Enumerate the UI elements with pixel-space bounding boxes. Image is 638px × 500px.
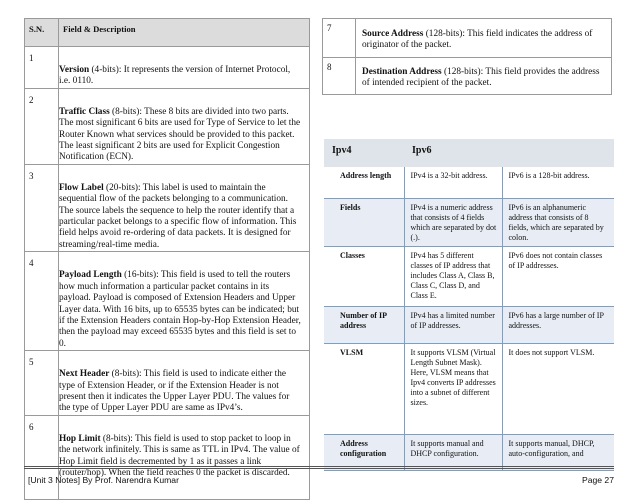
- ipv6-cell: It does not support VLSM.: [502, 343, 614, 434]
- ipv4-cell: IPv4 has 5 different classes of IP address that includes Class A, Class B, Class C, Class D, and Class E.: [404, 246, 502, 306]
- table-row: [25, 88, 310, 164]
- table-row: [25, 164, 310, 251]
- page-footer: [24, 466, 614, 485]
- ipv6-cell: IPv6 is an alphanumeric address that consists of 8 fields, which are separated by colon.: [502, 198, 614, 246]
- page-number: Page 27: [581, 475, 614, 485]
- comparison-row: [324, 434, 614, 470]
- ipv4-header: Ipv4: [324, 140, 404, 168]
- field-detail: (8-bits): This field is used to indicate either the type of Extension Header, or if the Extension Header is not present then it indicates the Upper Layer PDU. The values for the type of Upper Layer PDU are same as IPv4’s.: [59, 369, 290, 414]
- row-number: 3: [29, 170, 34, 181]
- table-row: [25, 351, 310, 416]
- row-number: 1: [29, 53, 34, 63]
- field-name: Version: [59, 65, 90, 75]
- sn-header: S.N.: [25, 19, 59, 47]
- row-label: Address length: [324, 167, 404, 198]
- row-label: Classes: [324, 246, 404, 306]
- table-row: [25, 47, 310, 89]
- row-number: 2: [29, 94, 34, 105]
- ipv6-header: Ipv6: [404, 140, 502, 168]
- comparison-header-row: [324, 140, 614, 168]
- row-number: 8: [327, 62, 332, 72]
- footer-notes-title: [Unit 3 Notes] By Prof. Narendra Kumar: [28, 475, 179, 485]
- row-label: Number of IP address: [324, 306, 404, 343]
- field-detail: (128-bits): This field provides the address of intended recipient of the packet.: [362, 67, 600, 89]
- ipv6-address-fields-table: [322, 18, 612, 95]
- field-detail: (128-bits): This field indicates the address of originator of the packet.: [362, 29, 593, 51]
- row-number: 4: [29, 258, 34, 269]
- row-number: 5: [29, 357, 34, 368]
- field-name: Flow Label: [59, 182, 104, 193]
- field-detail: (20-bits): This label is used to maintain the sequential flow of the packets belonging to a communication. The source labels the sequence to help the router identify that a particular packet belongs to a specific flow of information. This field helps avoid re-ordering of data packets. It is designed for streaming/real-time media.: [59, 182, 297, 250]
- comparison-row: [324, 306, 614, 343]
- table-row: [25, 415, 310, 499]
- field-name: Source Address: [362, 29, 424, 39]
- row-number: 7: [327, 23, 332, 33]
- ipv4-cell: IPv4 has a limited number of IP addresses.: [404, 306, 502, 343]
- ipv6-cell: IPv6 is a 128-bit address.: [502, 167, 614, 198]
- field-name: Hop Limit: [59, 433, 101, 444]
- comparison-row: [324, 167, 614, 198]
- table-row: [25, 252, 310, 351]
- field-detail: (8-bits): These 8 bits are divided into two parts. The most significant 6 bits are used for Type of Service to let the Router Known what services should be provided to this packet. The least significant 2 bits are used for Explicit Congestion Notification (ECN).: [59, 106, 301, 163]
- blank-header: [502, 140, 614, 168]
- field-name: Destination Address: [362, 67, 442, 77]
- ipv4-cell: IPv4 is a 32-bit address.: [404, 167, 502, 198]
- ipv4-cell: It supports VLSM (Virtual Length Subnet Mask). Here, VLSM means that Ipv4 converts IP addresses into a subnet of different sizes.: [404, 343, 502, 434]
- row-label: Fields: [324, 198, 404, 246]
- row-number: 6: [29, 421, 34, 432]
- field-name: Payload Length: [59, 270, 122, 281]
- row-label: Address configuration: [324, 434, 404, 470]
- field-detail: (4-bits): It represents the version of Internet Protocol, i.e. 0110.: [59, 65, 291, 87]
- field-name: Traffic Class: [59, 106, 110, 117]
- ipv6-header-fields-table: [24, 18, 310, 500]
- ipv4-cell: It supports manual and DHCP configuration.: [404, 434, 502, 470]
- ipv6-cell: It supports manual, DHCP, auto-configuration, and: [502, 434, 614, 470]
- table-row: [323, 58, 612, 95]
- comparison-row: [324, 343, 614, 434]
- field-name: Next Header: [59, 369, 110, 380]
- ipv6-cell: IPv6 has a large number of IP addresses.: [502, 306, 614, 343]
- field-detail: (8-bits): This field is used to stop packet to loop in the network infinitely. This is same as TTL in IPv4. The value of Hop Limit field is decremented by 1 as it passes a link (router/hop). When the field reaches 0 the packet is discarded.: [59, 433, 300, 478]
- ipv6-cell: IPv6 does not contain classes of IP addresses.: [502, 246, 614, 306]
- field-description-header: Field & Description: [59, 19, 310, 47]
- comparison-row: [324, 246, 614, 306]
- table-row: [323, 19, 612, 58]
- row-label: VLSM: [324, 343, 404, 434]
- ipv4-vs-ipv6-table: [324, 139, 614, 471]
- ipv4-cell: IPv4 is a numeric address that consists of 4 fields which are separated by dot (.).: [404, 198, 502, 246]
- table-header-row: [25, 19, 310, 47]
- field-detail: (16-bits): This field is used to tell the routers how much information a particular packet contains in its payload. Payload is composed of Extension Headers and Upper Layer data. With 16 bits, up to 65535 bytes can be indicated; but if the Extension Headers contain Hop-by-Hop Extension Header, then the payload may exceed 65535 bytes and this field is set to 0.: [59, 270, 301, 349]
- comparison-row: [324, 198, 614, 246]
